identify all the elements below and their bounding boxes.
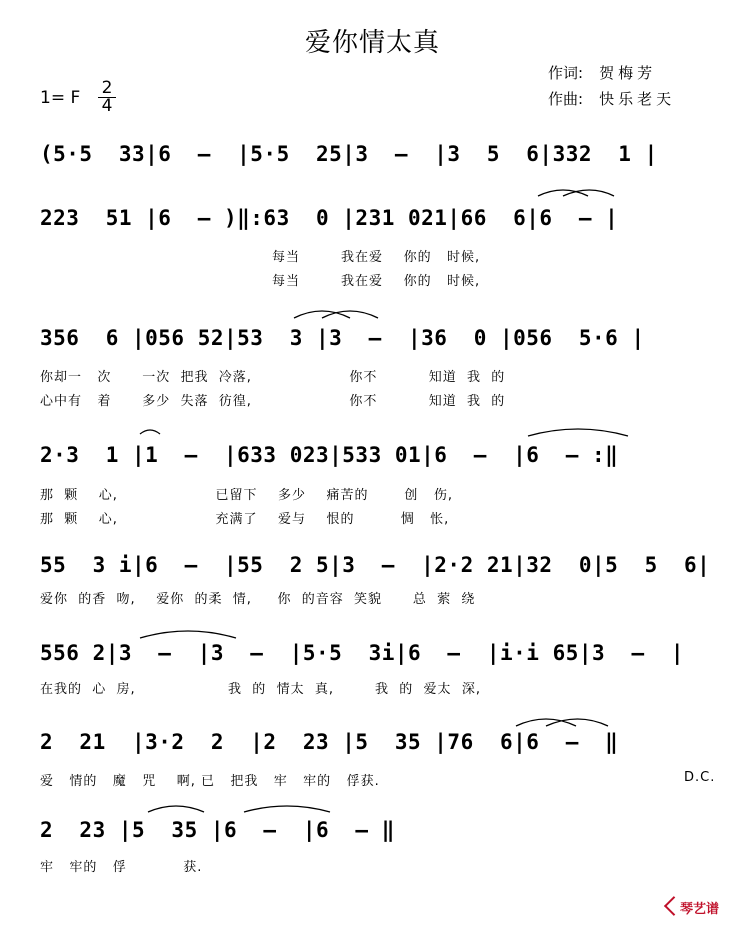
da-capo-marking: D.C. <box>684 770 716 785</box>
score-line-6: 556 2|3 – |3 – |5·5 3i|6 – |i·i 65|3 – | <box>40 641 685 665</box>
score-line-8: 2 23 |5 35 |6 – |6 – ‖ <box>40 818 395 842</box>
lyric-line-4-verse-2: 那 颗 心, 充满了 爱与 恨的 惆 怅, <box>40 512 450 527</box>
key-signature: 1= F <box>40 88 81 108</box>
lyric-line-5: 爱你 的香 吻, 爱你 的柔 情, 你 的音容 笑貌 总 萦 绕 <box>40 592 476 607</box>
score-line-2: 223 51 |6 – )‖:63 0 |231 021|66 6|6 – | <box>40 206 619 230</box>
time-signature-numerator: 2 <box>98 80 116 98</box>
lyric-line-2-verse-1: 每当 我在爱 你的 时候, <box>272 250 481 265</box>
lyric-line-6: 在我的 心 房, 我 的 情太 真, 我 的 爱太 深, <box>40 682 481 697</box>
time-signature-denominator: 4 <box>101 96 113 116</box>
lyric-line-3-verse-2: 心中有 着 多少 失落 彷徨, 你不 知道 我 的 <box>40 394 506 409</box>
lyricist-name: 贺梅芳 <box>599 64 657 82</box>
song-title: 爱你情太真 <box>304 28 440 58</box>
composer-label: 作曲: <box>548 90 584 108</box>
lyric-line-2-verse-2: 每当 我在爱 你的 时候, <box>272 274 481 289</box>
score-line-4: 2·3 1 |1 – |633 023|533 01|6 – |6 – :‖ <box>40 443 619 467</box>
score-line-5: 55 3 i|6 – |55 2 5|3 – |2·2 21|32 0|5 5 6| <box>40 553 711 577</box>
lyricist-label: 作词: <box>548 64 584 82</box>
lyric-line-7: 爱 情的 魔 咒 啊, 已 把我 牢 牢的 俘获. <box>40 774 380 789</box>
site-logo <box>664 898 719 917</box>
logo-text: 琴艺谱 <box>680 902 720 917</box>
lyric-line-4-verse-1: 那 颗 心, 已留下 多少 痛苦的 创 伤, <box>40 488 453 503</box>
score-line-7: 2 21 |3·2 2 |2 23 |5 35 |76 6|6 – ‖ <box>40 730 619 754</box>
lyric-line-8: 牢 牢的 俘 获. <box>40 860 203 875</box>
score-line-1: (5·5 33|6 – |5·5 25|3 – |3 5 6|332 1 | <box>40 142 658 166</box>
composer-name: 快乐老天 <box>599 90 676 108</box>
score-line-3: 356 6 |056 52|53 3 |3 – |36 0 |056 5·6 | <box>40 326 645 350</box>
lyric-line-3-verse-1: 你却一 次 一次 把我 冷落, 你不 知道 我 的 <box>40 370 506 385</box>
